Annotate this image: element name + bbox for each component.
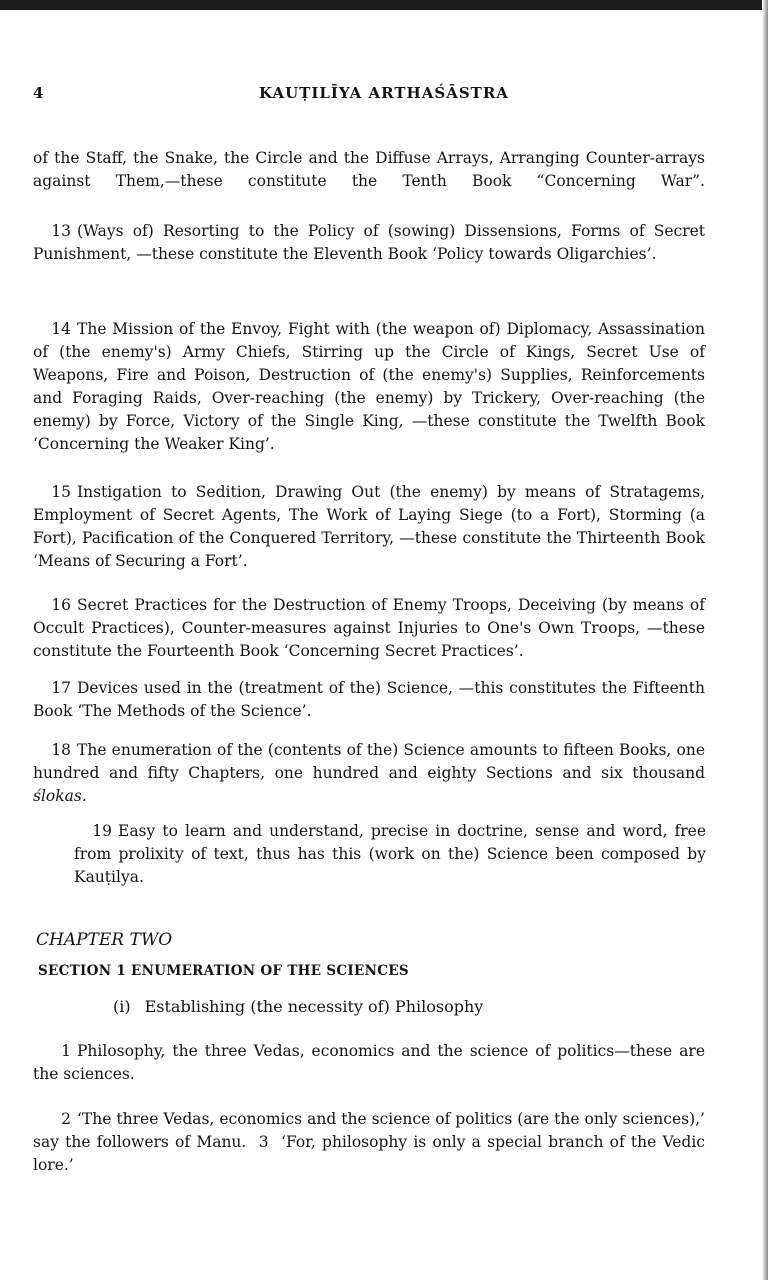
paragraph-number: 13	[51, 222, 71, 240]
scan-top-border	[0, 0, 768, 10]
paragraph-text: ‘For, philosophy is only a special branch of the Vedic lore.’	[33, 1133, 705, 1174]
paragraph-text: (Ways of) Resorting to the Policy of (sowing) Dissensions, Forms of Secret Punishment, —these constitute the Eleventh Book ‘Policy towards Oligarchies’.	[33, 222, 705, 263]
section-heading: SECTION 1 ENUMERATION OF THE SCIENCES	[38, 963, 409, 979]
chapter-paragraph-2	[33, 1108, 705, 1177]
paragraph-14	[33, 318, 705, 456]
paragraph-19	[74, 820, 706, 889]
paragraph-number: 14	[51, 320, 71, 338]
paragraph-text: Easy to learn and understand, precise in doctrine, sense and word, free from prolixity of text, thus has this (work on the) Science been composed by Kauṭilya.	[74, 822, 706, 886]
paragraph-text: ‘The three Vedas, economics and the science of politics (are the only sciences),’ say the followers of Manu.	[33, 1110, 705, 1151]
paragraph-continuation	[33, 147, 705, 193]
page-number: 4	[33, 84, 44, 102]
paragraph-text: The enumeration of the (contents of the) Science amounts to fifteen Books, one hundred and fifty Chapters, one hundred and eighty Sections and six thousand	[33, 741, 705, 782]
paragraph-text: of the Staff, the Snake, the Circle and the Diffuse Arrays, Arranging Counter-arrays against Them,—these constitute the Tenth Book “Concerning War”.	[33, 149, 705, 190]
subsection-heading	[113, 997, 483, 1016]
paragraph-text: Instigation to Sedition, Drawing Out (the enemy) by means of Stratagems, Employment of Secret Agents, The Work of Laying Siege (to a Fort), Storming (a Fort), Pacification of the Conquered Territory, —these constitute the Thirteenth Book ‘Means of Securing a Fort’.	[33, 483, 705, 570]
paragraph-text: The Mission of the Envoy, Fight with (the weapon of) Diplomacy, Assassination of (the enemy's) Army Chiefs, Stirring up the Circle of Kings, Secret Use of Weapons, Fire and Poison, Destruction of (the enemy's) Supplies, Reinforcements and Foraging Raids, Over-reaching (the enemy) by Trickery, Over-reaching (the enemy) by Force, Victory of the Single King, —these constitute the Twelfth Book ‘Concerning the Weaker King’.	[33, 320, 705, 453]
paragraph-number: 15	[51, 483, 71, 501]
chapter-paragraph-1	[33, 1040, 705, 1086]
paragraph-17	[33, 677, 705, 723]
paragraph-number: 2	[61, 1110, 71, 1128]
chapter-title: CHAPTER TWO	[36, 930, 173, 950]
paragraph-text: Philosophy, the three Vedas, economics and the science of politics—these are the sciences.	[33, 1042, 705, 1083]
paragraph-number: 1	[61, 1042, 71, 1060]
paragraph-text: Secret Practices for the Destruction of Enemy Troops, Deceiving (by means of Occult Practices), Counter-measures against Injuries to One's Own Troops, —these constitute the Fourteenth Book ‘Concerning Secret Practices’.	[33, 596, 705, 660]
paragraph-number: 17	[51, 679, 71, 697]
paragraph-16	[33, 594, 705, 663]
paragraph-13	[33, 220, 705, 266]
subsection-number: (i)	[113, 997, 131, 1016]
subsection-title: Establishing (the necessity of) Philosophy	[144, 997, 484, 1016]
paragraph-text: Devices used in the (treatment of the) Science, —this constitutes the Fifteenth Book ‘The Methods of the Science’.	[33, 679, 705, 720]
running-title: KAUṬILĪYA ARTHAŚĀSTRA	[259, 84, 509, 102]
paragraph-15	[33, 481, 705, 573]
paragraph-number: 19	[92, 822, 112, 840]
scan-right-shadow	[762, 0, 768, 1280]
paragraph-number: 3	[258, 1133, 269, 1151]
paragraph-18	[33, 739, 705, 808]
paragraph-number: 18	[51, 741, 71, 759]
paragraph-italic-term: ślokas.	[33, 787, 87, 805]
paragraph-number: 16	[51, 596, 71, 614]
